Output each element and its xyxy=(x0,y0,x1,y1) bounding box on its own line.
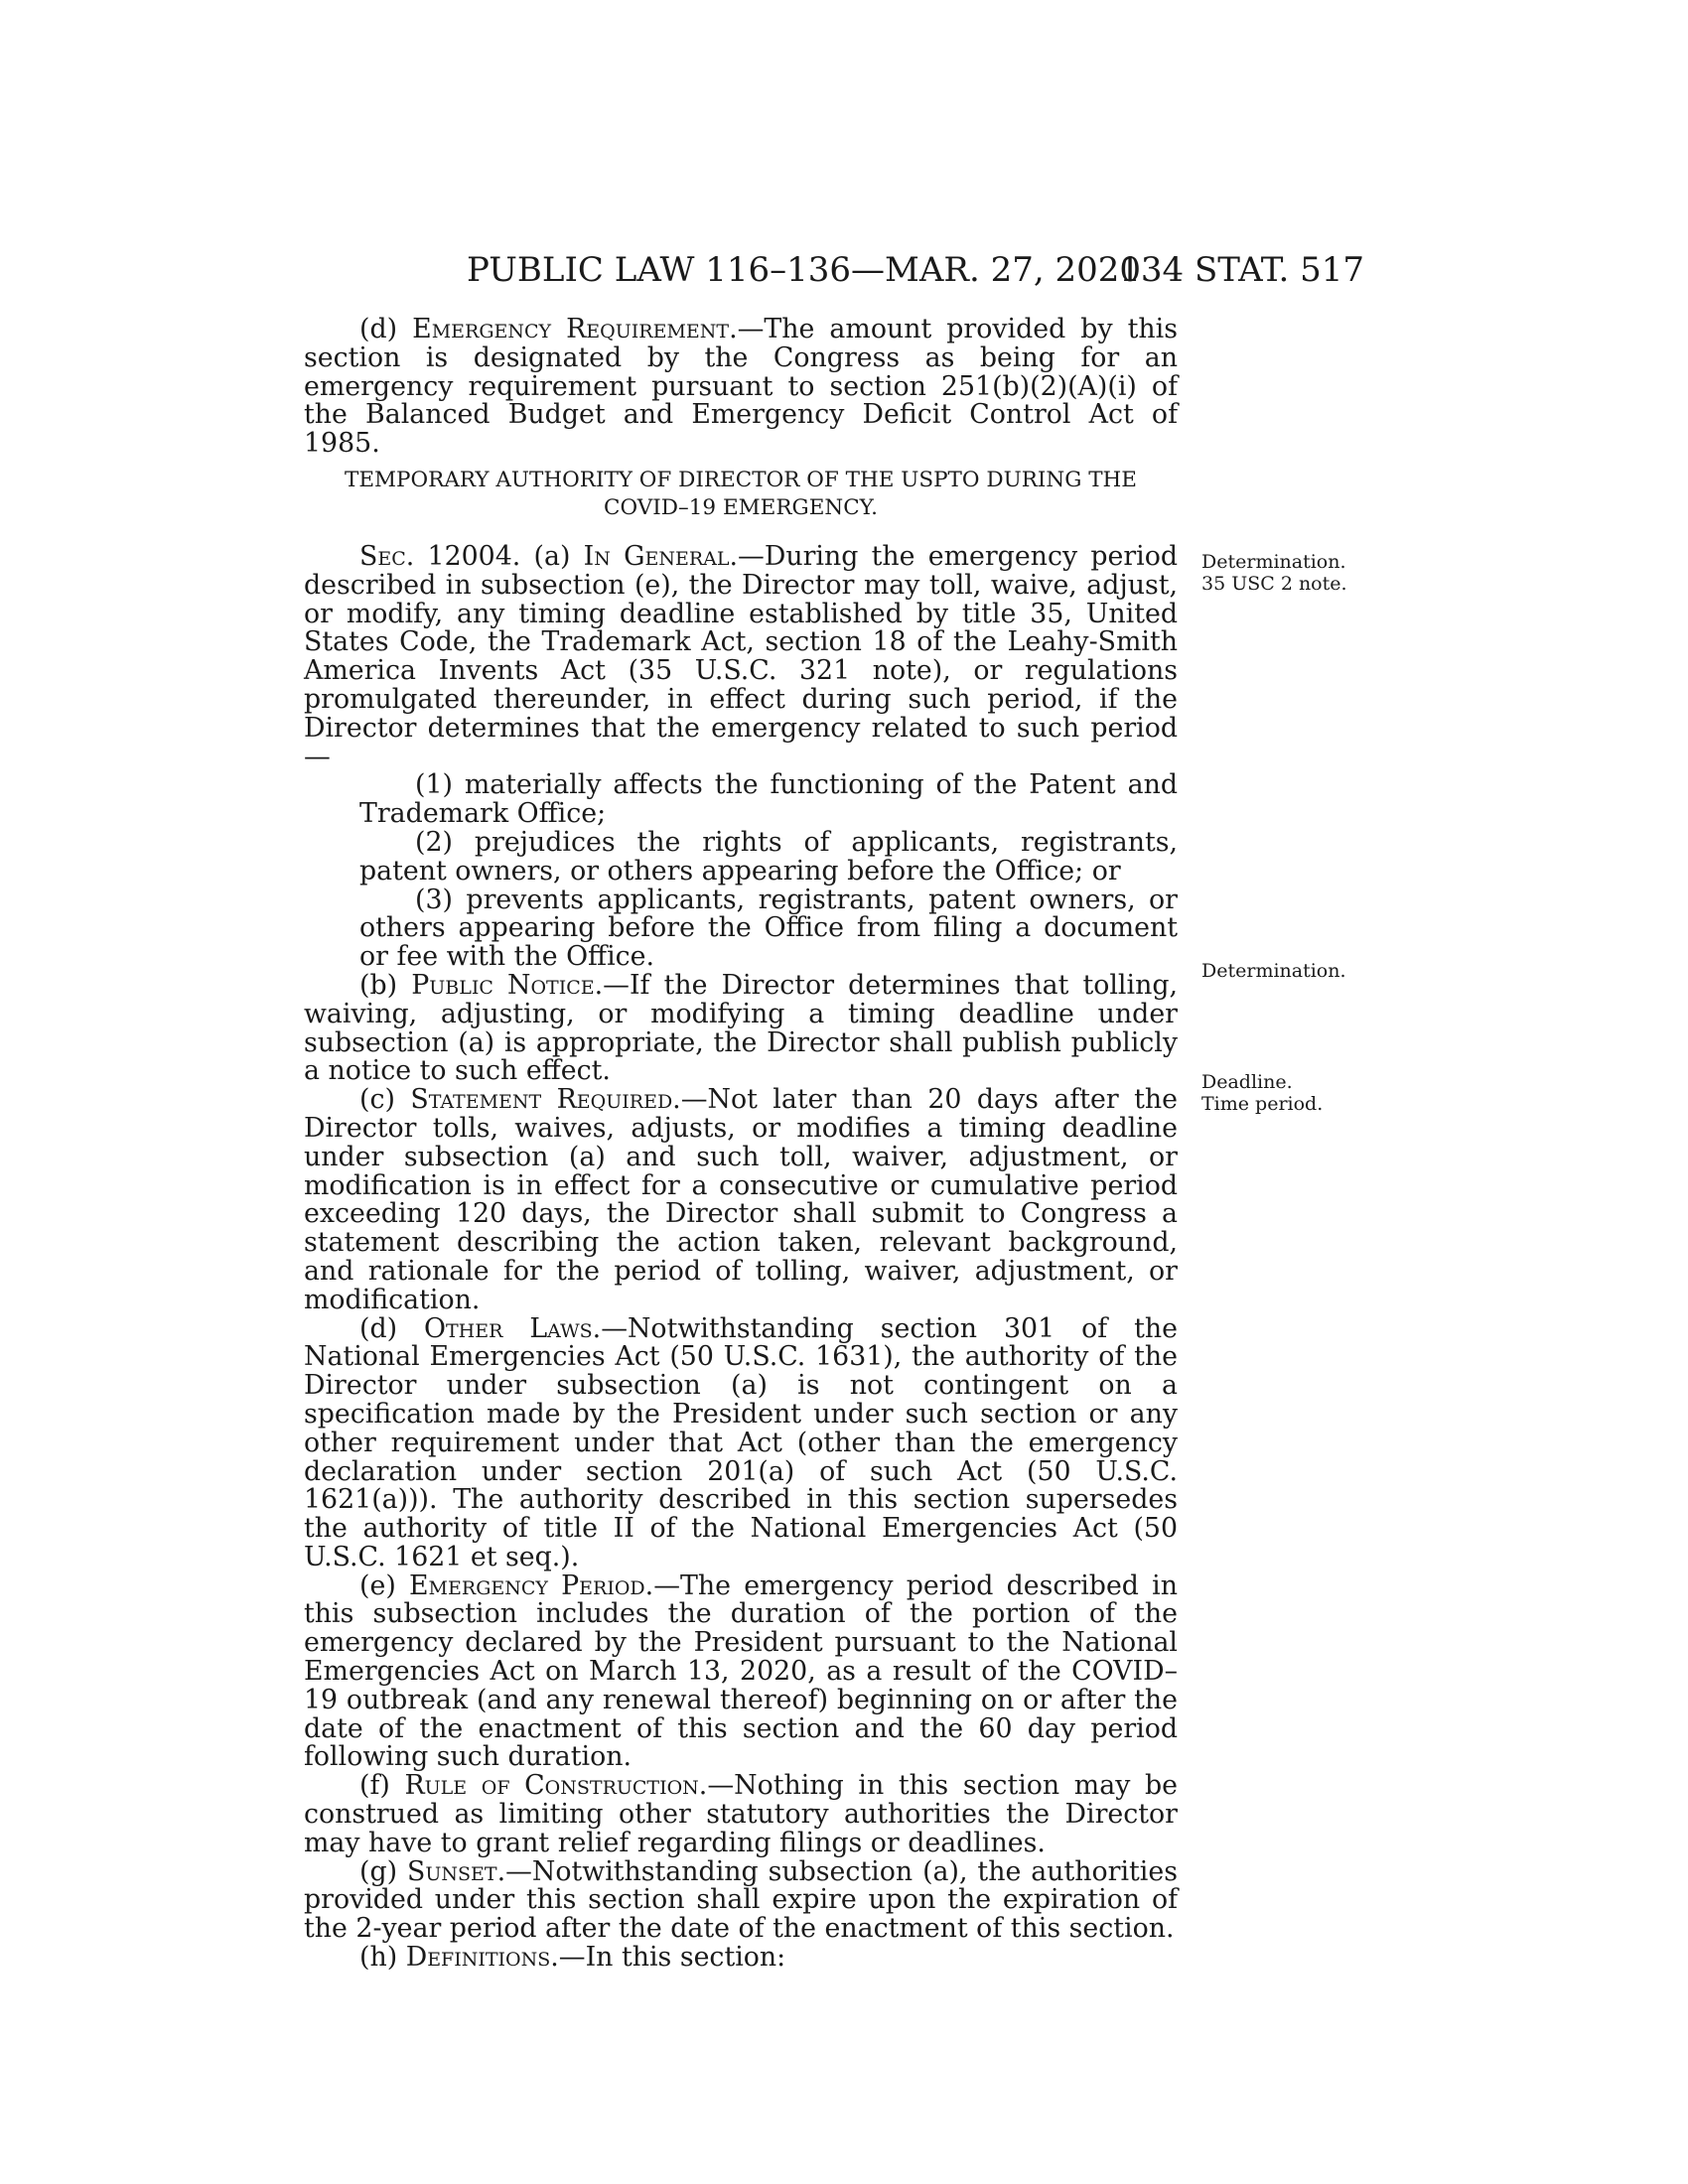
subsection-h xyxy=(304,1944,1178,1973)
margin-note-line: 35 USC 2 note. xyxy=(1201,572,1347,595)
subsection-heading: Statement Required. xyxy=(410,1084,681,1116)
section-label: Sec. xyxy=(359,541,415,572)
subsection-heading: In General. xyxy=(583,541,739,572)
subsection-text: —The amount provided by this section is designated by the Congress as being for an emergency requirement pursuant to section 251(b)(2)(A)(i) of the Balanced Budget and Emergency Deficit Control Act of 1985. xyxy=(304,314,1178,460)
section-heading-line-2: COVID–19 EMERGENCY. xyxy=(604,495,878,520)
margin-note-determination xyxy=(1201,961,1400,983)
subsection-b xyxy=(304,969,1179,1087)
margin-note-line: Time period. xyxy=(1201,1092,1324,1115)
margin-note-line: Determination. xyxy=(1201,960,1346,982)
subsection-c xyxy=(304,1086,1178,1314)
subsection-heading: Emergency Period. xyxy=(409,1570,654,1601)
subsection-text: —The emergency period described in this subsection includes the duration of the portion of the emergency declared by the President pursuant to the National Emergencies Act on March 13, 2020, as a result of the COVID–19 outbreak (and any renewal thereof) beginning on or after the date of the enactment of this section and the 60 day period following such duration. xyxy=(304,1570,1178,1773)
running-head-stat-page: 134 STAT. 517 xyxy=(1119,250,1364,290)
subsection-text: —Notwithstanding subsection (a), the authorities provided under this section shall expire upon the expiration of the 2-year period after the date of the enactment of this section. xyxy=(304,1855,1178,1945)
subsection-text: —Notwithstanding section 301 of the National Emergencies Act (50 U.S.C. 1631), the authority of the Director under subsection (a) is not contingent on a specification made by the President under such section or any other requirement under that Act (other than the emergency declaration under section 201(a) of such Act (50 U.S.C. 1621(a))). The authority described in this section supersedes the authority of title II of the National Emergencies Act (50 U.S.C. 1621 et seq.). xyxy=(304,1312,1178,1572)
margin-note-line: Deadline. xyxy=(1201,1071,1293,1093)
subsection-label: (f) xyxy=(359,1770,390,1802)
subsection-d-emergency-requirement xyxy=(304,316,1178,459)
subsection-label: (h) xyxy=(359,1942,398,1974)
subsection-text: —During the emergency period described in subsection (e), the Director may toll, waive, adjust, or modify, any timing deadline established by title 35, United States Code, the Trademark Act, section 18 of the Leahy-Smith America Invents Act (35 U.S.C. 321 note), or regulations promulgated thereunder, in effect during such period, if the Director determines that the emergency related to such period— xyxy=(304,541,1178,772)
subsection-heading: Emergency Requirement. xyxy=(412,314,738,344)
margin-note-determination-35usc xyxy=(1201,552,1400,596)
subsection-label: (d) xyxy=(359,1312,398,1344)
subsection-label: (d) xyxy=(359,314,398,344)
section-heading xyxy=(304,467,1178,522)
margin-note-line: Determination. xyxy=(1201,551,1346,573)
subsection-text: —In this section: xyxy=(558,1942,786,1974)
subsection-label: (b) xyxy=(359,969,398,1001)
margin-note-deadline-time-period xyxy=(1201,1072,1400,1116)
paragraph-3: (3) prevents applicants, registrants, patent owners, or others appearing before the Office from filing a document or fee with the Office. xyxy=(359,884,1178,973)
subsection-text: —Nothing in this section may be construed as limiting other statutory authorities the Director may have to grant relief regarding filings or deadlines. xyxy=(304,1770,1178,1858)
subsection-label: (g) xyxy=(359,1855,398,1887)
subsection-g xyxy=(304,1855,1178,1945)
subsection-e xyxy=(304,1572,1178,1773)
subsection-f xyxy=(304,1772,1178,1857)
section-12004-body xyxy=(304,543,1178,1973)
paragraph-2: (2) prejudices the rights of applicants, registrants, patent owners, or others appearing before the Office; or xyxy=(359,826,1178,887)
subsection-heading: Definitions. xyxy=(405,1942,559,1974)
subsection-heading: Rule of Construction. xyxy=(404,1770,708,1802)
subsection-label: (c) xyxy=(359,1084,395,1116)
subsection-heading: Public Notice. xyxy=(411,969,604,1001)
subsection-heading: Other Laws. xyxy=(424,1312,602,1344)
subsection-text: —Not later than 20 days after the Director tolls, waives, adjusts, or modifies a timing deadline under subsection (a) and such toll, waiver, adjustment, or modification is in effect for a consecutive or cumulative period exceeding 120 days, the Director shall submit to Congress a statement describing the action taken, relevant background, and rationale for the period of tolling, waiver, adjustment, or modification. xyxy=(304,1084,1178,1315)
subsection-label: (e) xyxy=(359,1570,396,1601)
running-head-title: PUBLIC LAW 116–136—MAR. 27, 2020 xyxy=(467,250,1142,290)
subsection-a xyxy=(304,543,1178,771)
subsection-text: —If the Director determines that tolling, waiving, adjusting, or modifying a timing deadline under subsection (a) is appropriate, the Director shall publish publicly a notice to such effect. xyxy=(304,969,1179,1087)
paragraph-1: (1) materially affects the functioning of the Patent and Trademark Office; xyxy=(359,769,1178,830)
subsection-d xyxy=(304,1312,1178,1572)
subsection-heading: Sunset. xyxy=(407,1855,506,1887)
section-heading-line-1: TEMPORARY AUTHORITY OF DIRECTOR OF THE USPTO DURING THE xyxy=(344,468,1137,492)
section-number: 12004. (a) xyxy=(414,541,584,572)
